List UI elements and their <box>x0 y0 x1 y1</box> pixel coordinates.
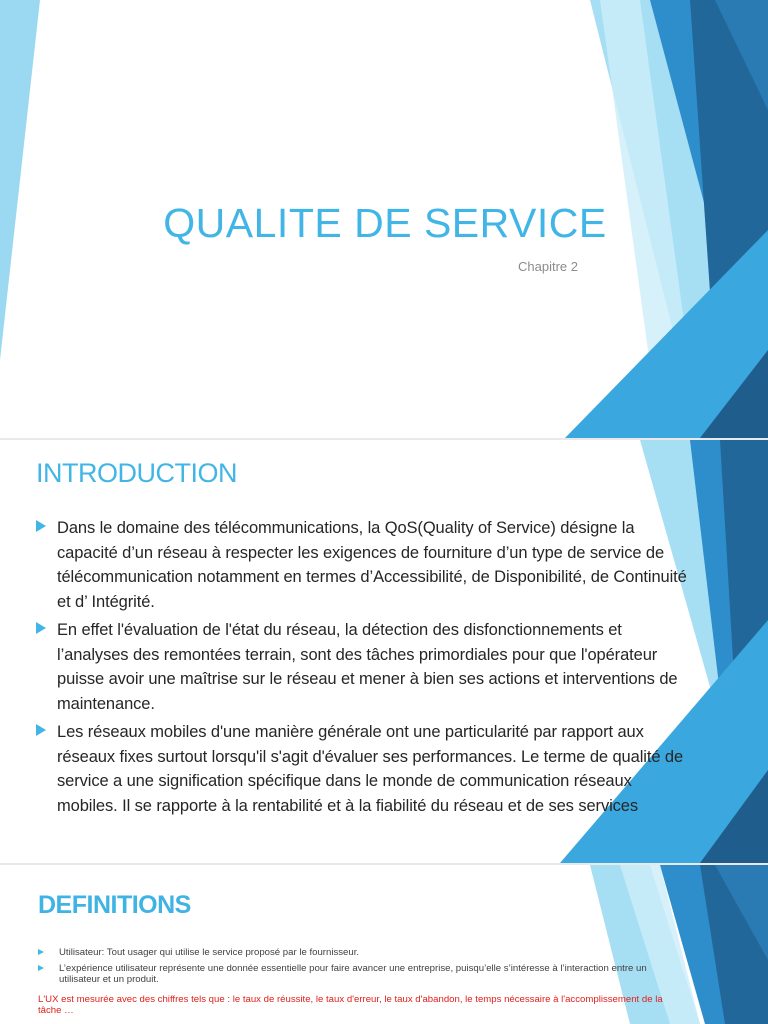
list-item <box>38 947 678 958</box>
bullet-arrow-icon <box>38 965 44 971</box>
introduction-slide <box>0 440 768 863</box>
title-slide <box>0 0 768 438</box>
bullet-arrow-icon <box>36 724 46 736</box>
bullet-text: En effet l'évaluation de l'état du réseau, la détection des disfonctionnements et l’analyses des remontées terrain, sont des tâches primordiales pour que l'opérateur puisse avoir une maîtrise sur le réseau et mener à bien ses actions et interventions de maintenance. <box>57 621 678 713</box>
section-heading: INTRODUCTION <box>36 458 237 488</box>
bullet-arrow-icon <box>38 949 44 955</box>
definitions-slide <box>0 865 768 1024</box>
list-item <box>36 720 688 818</box>
bullet-text: Les réseaux mobiles d'une manière générale ont une particularité par rapport aux réseaux fixes surtout lorsqu'il s'agit d'évaluer ses performances. Le terme de qualité de service a une signification spécifique dans le monde de communication réseaux mobiles. Il se rapporte à la rentabilité et à la fiabilité du réseau et de ses services <box>57 723 684 815</box>
list-item <box>36 516 688 614</box>
bullet-arrow-icon <box>36 520 46 532</box>
ux-note: L'UX est mesurée avec des chiffres tels que : le taux de réussite, le taux d'erreur, le taux d'abandon, le temps nécessaire à l'accomplissement de la tâche … <box>38 994 663 1016</box>
bullet-text: Utilisateur: Tout usager qui utilise le service proposé par le fournisseur. <box>59 947 360 958</box>
left-accent-shape <box>0 0 40 360</box>
list-item <box>38 963 678 985</box>
chapter-subtitle: Chapitre 2 <box>518 259 578 274</box>
bullet-text: L’expérience utilisateur représente une donnée essentielle pour faire avancer une entreprise, puisqu’elle s’intéresse à l’interaction entre un utilisateur et un produit. <box>59 963 647 985</box>
section-heading: DEFINITIONS <box>38 891 191 919</box>
list-item <box>36 618 688 716</box>
bullet-text: Dans le domaine des télécommunications, la QoS(Quality of Service) désigne la capacité d’un réseau à respecter les exigences de fourniture d’un type de service de télécommunication notamment en termes d’Accessibilité, de Disponibilité, de Continuité et d’ Intégrité. <box>57 519 687 611</box>
bullet-list <box>38 947 678 990</box>
page-title: QUALITE DE SERVICE <box>163 200 607 246</box>
bullet-arrow-icon <box>36 622 46 634</box>
bullet-list <box>36 516 688 822</box>
